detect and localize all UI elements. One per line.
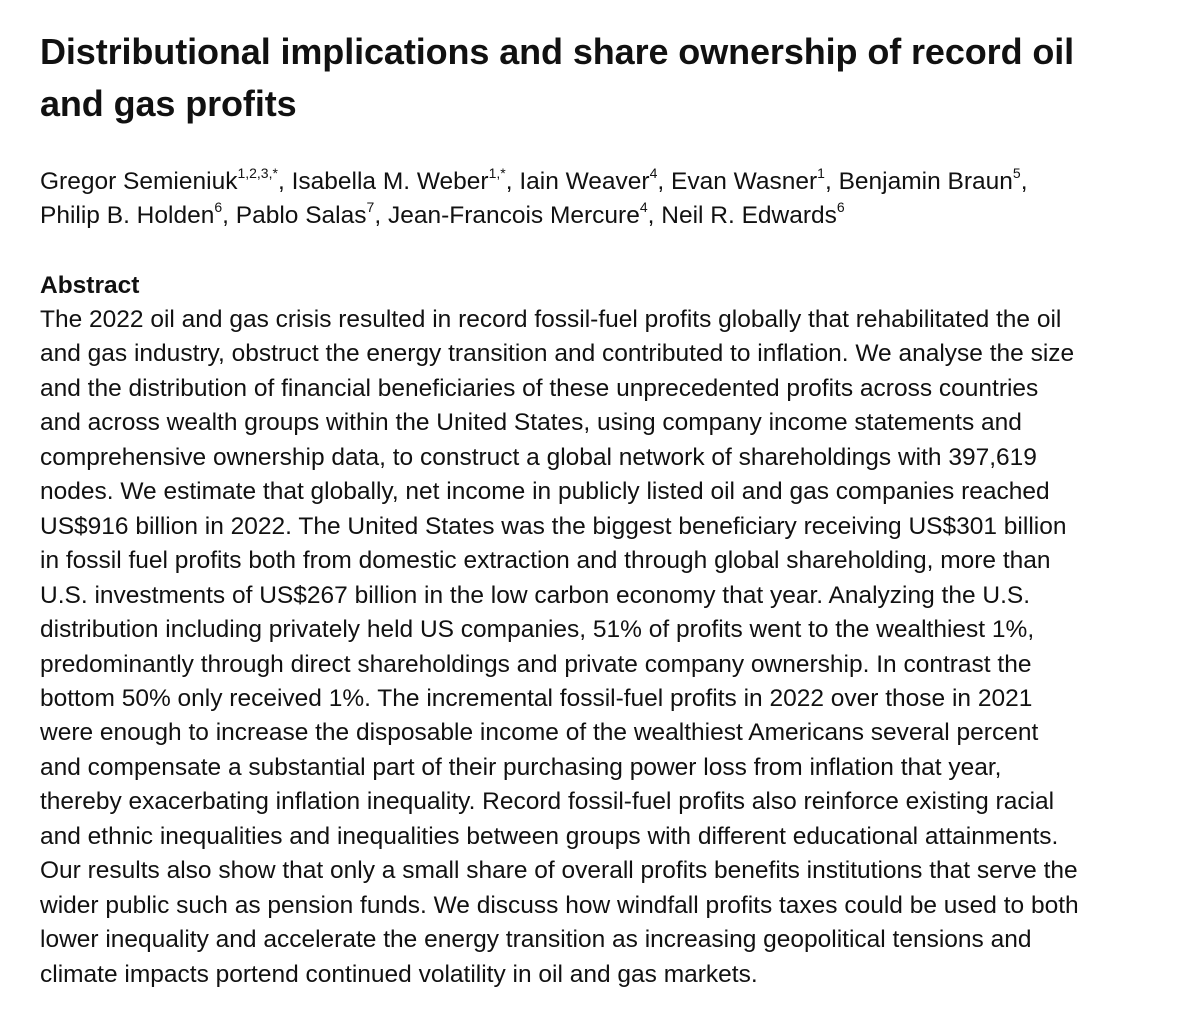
author-affiliation: 5: [1012, 164, 1021, 181]
author-affiliation: 1,2,3,*: [237, 164, 278, 181]
author-separator: ,: [374, 202, 388, 229]
author-name: Isabella M. Weber: [291, 168, 489, 195]
author-name: Iain Weaver: [519, 168, 650, 195]
author: [40, 198, 236, 229]
author: [671, 164, 839, 195]
author-affiliation: 4: [649, 164, 658, 181]
abstract-line: predominantly through direct shareholdings and private company ownership. In contrast the: [40, 650, 1032, 678]
paper-page: [40, 26, 1165, 988]
author-list: [40, 165, 1165, 233]
abstract-heading: Abstract: [40, 272, 140, 299]
abstract-line: distribution including privately held US companies, 51% of profits went to the wealthiest 1%,: [40, 616, 1035, 644]
abstract-line: and the distribution of financial beneficiaries of these unprecedented profits across countries: [40, 374, 1039, 402]
author-separator: ,: [277, 168, 292, 195]
abstract-line: nodes. We estimate that globally, net income in publicly listed oil and gas companies reached: [40, 478, 1050, 506]
author-affiliation: 4: [639, 198, 648, 215]
abstract-line: comprehensive ownership data, to construct a global network of shareholdings with 397,619: [40, 443, 1037, 471]
author-separator: ,: [647, 202, 662, 229]
author-name: Neil R. Edwards: [661, 202, 837, 229]
abstract-line: and compensate a substantial part of their purchasing power loss from inflation that year,: [40, 753, 1002, 781]
author: [519, 164, 672, 195]
author-affiliation: 1,*: [488, 164, 506, 181]
author: [387, 198, 662, 229]
author-name: Evan Wasner: [671, 168, 818, 195]
title-line: and gas profits: [40, 83, 297, 124]
author-separator: ,: [1020, 168, 1028, 195]
abstract-line: lower inequality and accelerate the energy transition as increasing geopolitical tensions and: [40, 926, 1032, 954]
abstract-line: in fossil fuel profits both from domestic extraction and through global shareholding, more than: [40, 547, 1051, 575]
abstract-line: The 2022 oil and gas crisis resulted in record fossil-fuel profits globally that rehabilitated the oil: [40, 306, 1062, 333]
author-separator: ,: [824, 168, 839, 195]
abstract-line: wider public such as pension funds. We discuss how windfall profits taxes could be used to both: [40, 891, 1079, 919]
author-separator: ,: [505, 168, 520, 195]
author-name: Gregor Semieniuk: [40, 168, 238, 195]
abstract-body: [40, 303, 1165, 992]
title-line: Distributional implications and share ownership of record oil: [40, 31, 1075, 72]
abstract-line: climate impacts portend continued volatility in oil and gas markets.: [40, 960, 758, 988]
abstract-line: U.S. investments of US$267 billion in the low carbon economy that year. Analyzing the U.S.: [40, 581, 1031, 609]
abstract-line: and gas industry, obstruct the energy transition and contributed to inflation. We analyse the size: [40, 340, 1075, 368]
abstract-line: were enough to increase the disposable income of the wealthiest Americans several percent: [40, 719, 1039, 747]
author-name: Benjamin Braun: [838, 168, 1013, 195]
author-affiliation: 6: [836, 198, 845, 215]
author-affiliation: 1: [817, 164, 825, 181]
abstract-line: US$916 billion in 2022. The United States was the biggest beneficiary receiving US$301 billion: [40, 512, 1067, 540]
author-affiliation: 6: [214, 198, 223, 215]
author: [40, 164, 292, 195]
abstract-line: Our results also show that only a small share of overall profits benefits institutions that serve the: [40, 857, 1078, 885]
abstract-line: bottom 50% only received 1%. The incremental fossil-fuel profits in 2022 over those in 2021: [40, 684, 1033, 712]
author: [291, 164, 520, 195]
abstract-line: thereby exacerbating inflation inequality. Record fossil-fuel profits also reinforce existing racial: [40, 788, 1055, 816]
author: [661, 198, 845, 229]
abstract-line: and across wealth groups within the United States, using company income statements and: [40, 409, 1022, 437]
author: [838, 164, 1028, 195]
author: [235, 198, 388, 229]
author-separator: ,: [222, 202, 236, 229]
paper-title: [40, 26, 1165, 130]
author-separator: ,: [657, 168, 672, 195]
author-name: Philip B. Holden: [40, 202, 215, 229]
abstract-line: and ethnic inequalities and inequalities between groups with different educational attainments.: [40, 822, 1059, 850]
author-affiliation: 7: [366, 198, 375, 215]
author-name: Pablo Salas: [235, 202, 367, 229]
author-name: Jean-Francois Mercure: [387, 202, 640, 229]
